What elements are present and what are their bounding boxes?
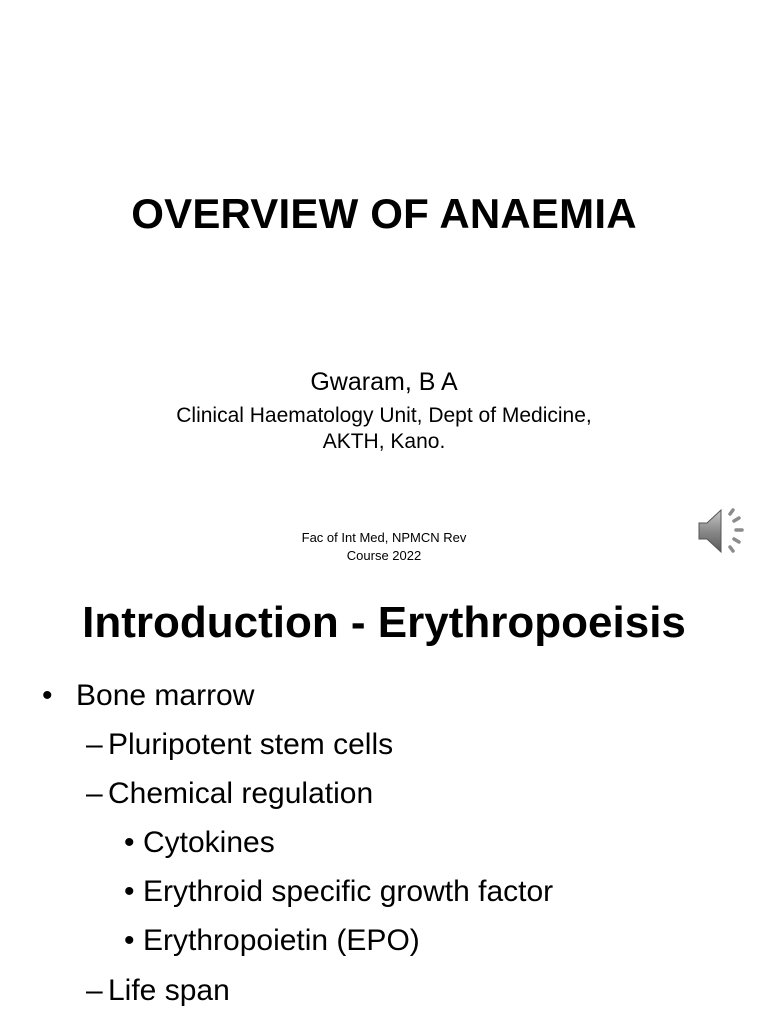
bullet-text: Bone marrow xyxy=(76,679,255,712)
list-item xyxy=(86,727,393,763)
author-name: Gwaram, B A xyxy=(310,368,458,396)
bullet-text: Life span xyxy=(108,974,230,1007)
course-line-1: Fac of Int Med, NPMCN Rev xyxy=(301,530,467,545)
bullet-marker: • xyxy=(124,826,135,859)
list-item xyxy=(124,825,275,861)
bullet-marker: – xyxy=(86,728,103,761)
affiliation-line-2: AKTH, Kano. xyxy=(322,430,446,453)
bullet-marker: – xyxy=(86,777,103,810)
list-item xyxy=(124,874,553,910)
bullet-text: Erythropoietin (EPO) xyxy=(143,924,420,957)
list-item xyxy=(86,776,373,812)
bullet-marker: • xyxy=(124,875,135,908)
bullet-text: Pluripotent stem cells xyxy=(108,728,394,761)
affiliation-line-1: Clinical Haematology Unit, Dept of Medicine, xyxy=(176,404,592,427)
bullet-text: Cytokines xyxy=(143,826,275,859)
list-item xyxy=(86,973,230,1009)
bullet-text: Chemical regulation xyxy=(108,777,374,810)
content-slide-title: Introduction - Erythropoeisis xyxy=(82,598,686,647)
speaker-icon[interactable] xyxy=(697,505,751,557)
course-line-2: Course 2022 xyxy=(346,548,422,563)
list-item xyxy=(42,678,254,714)
bullet-marker: • xyxy=(124,924,135,957)
slide-title-main: OVERVIEW OF ANAEMIA xyxy=(131,190,637,237)
bullet-marker: – xyxy=(86,974,103,1007)
bullet-marker: • xyxy=(42,679,53,712)
content-slide xyxy=(0,578,768,1024)
bullet-text: Erythroid specific growth factor xyxy=(143,875,554,908)
list-item xyxy=(124,923,420,959)
